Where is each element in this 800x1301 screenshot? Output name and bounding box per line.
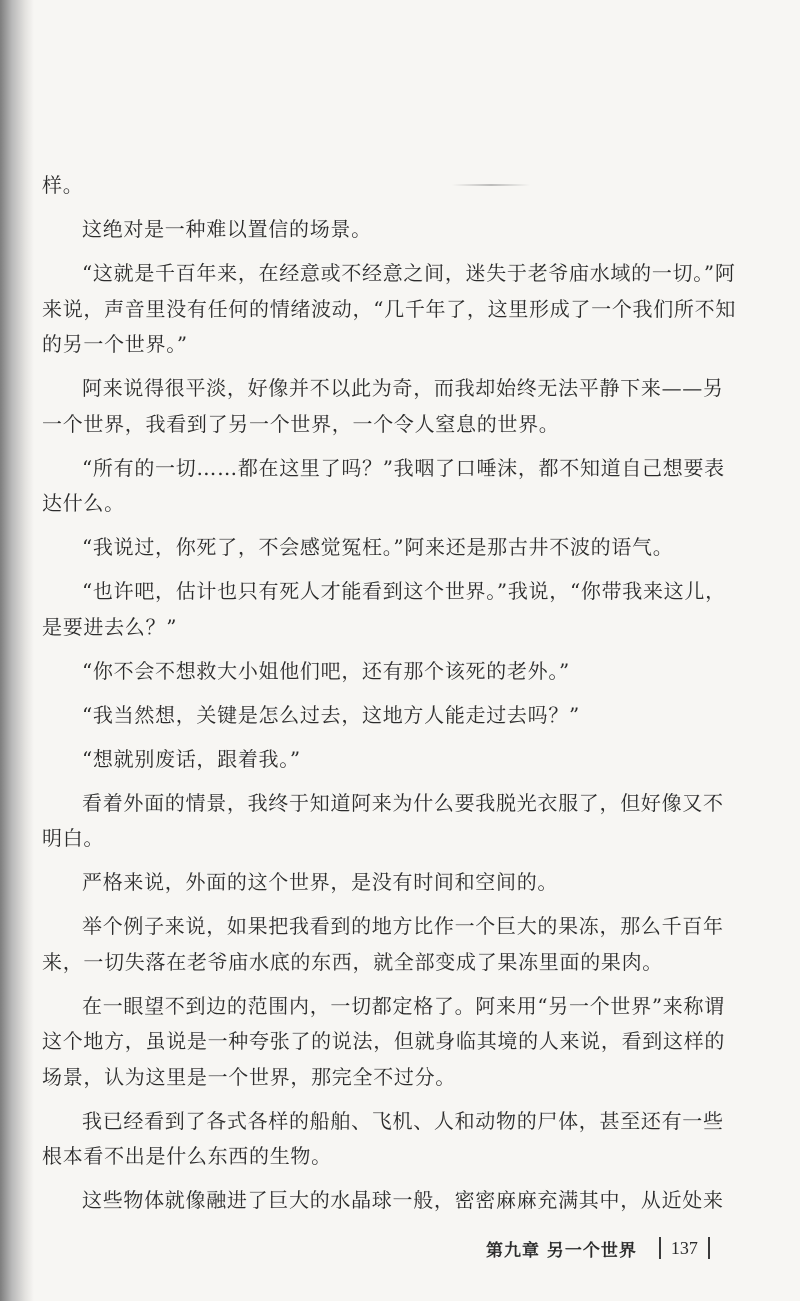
paragraph: 举个例子来说，如果把我看到的地方比作一个巨大的果冻，那么千百年来，一切失落在老爷庙水底的东西，就全部变成了果冻里面的果肉。 <box>42 914 724 974</box>
paragraph: “你不会不想救大小姐他们吧，还有那个该死的老外。” <box>82 658 570 683</box>
footer-divider-right <box>708 1237 710 1259</box>
paragraph: “我说过，你死了，不会感觉冤枉。”阿来还是那古井不波的语气。 <box>82 535 674 559</box>
page-footer <box>486 1233 710 1263</box>
body-text <box>42 168 742 1227</box>
paragraph: 严格来说，外面的这个世界，是没有时间和空间的。 <box>82 870 559 894</box>
footer-divider-left <box>659 1237 661 1259</box>
paragraph: 看着外面的情景，我终于知道阿来为什么要我脱光衣服了，但好像又不明白。 <box>42 790 724 850</box>
paragraph: “这就是千百年来，在经意或不经意之间，迷失于老爷庙水域的一切。”阿来说，声音里没有任何的情绪波动，“几千年了，这里形成了一个我们所不知的另一个世界。” <box>42 261 737 356</box>
paragraph: 这些物体就像融进了巨大的水晶球一般，密密麻麻充满其中，从近处来 <box>82 1188 724 1212</box>
paragraph: 阿来说得很平淡，好像并不以此为奇，而我却始终无法平静下来——另一个世界，我看到了另一个世界，一个令人窒息的世界。 <box>42 376 724 436</box>
chapter-title: 第九章 另一个世界 <box>486 1240 637 1261</box>
paragraph: 在一眼望不到边的范围内，一切都定格了。阿来用“另一个世界”来称谓这个地方，虽说是一种夸张了的说法，但就身临其境的人来说，看到这样的场景，认为这里是一个世界，那完全不过分。 <box>42 993 726 1089</box>
paragraph: “我当然想，关键是怎么过去，这地方人能走过去吗？” <box>82 702 580 727</box>
page-spine-shadow <box>0 0 34 1301</box>
paragraph: 我已经看到了各式各样的船舶、飞机、人和动物的尸体，甚至还有一些根本看不出是什么东西的生物。 <box>42 1108 724 1168</box>
paragraph: “想就别废话，跟着我。” <box>82 746 301 771</box>
paragraph: 样。 <box>42 173 84 197</box>
paragraph: 这绝对是一种难以置信的场景。 <box>82 217 372 241</box>
paragraph: “也许吧，估计也只有死人才能看到这个世界。”我说，“你带我来这儿，是要进去么？” <box>42 579 726 639</box>
paragraph: “所有的一切……都在这里了吗？”我咽了口唾沫，都不知道自己想要表达什么。 <box>42 455 725 515</box>
page-number: 137 <box>670 1237 698 1258</box>
